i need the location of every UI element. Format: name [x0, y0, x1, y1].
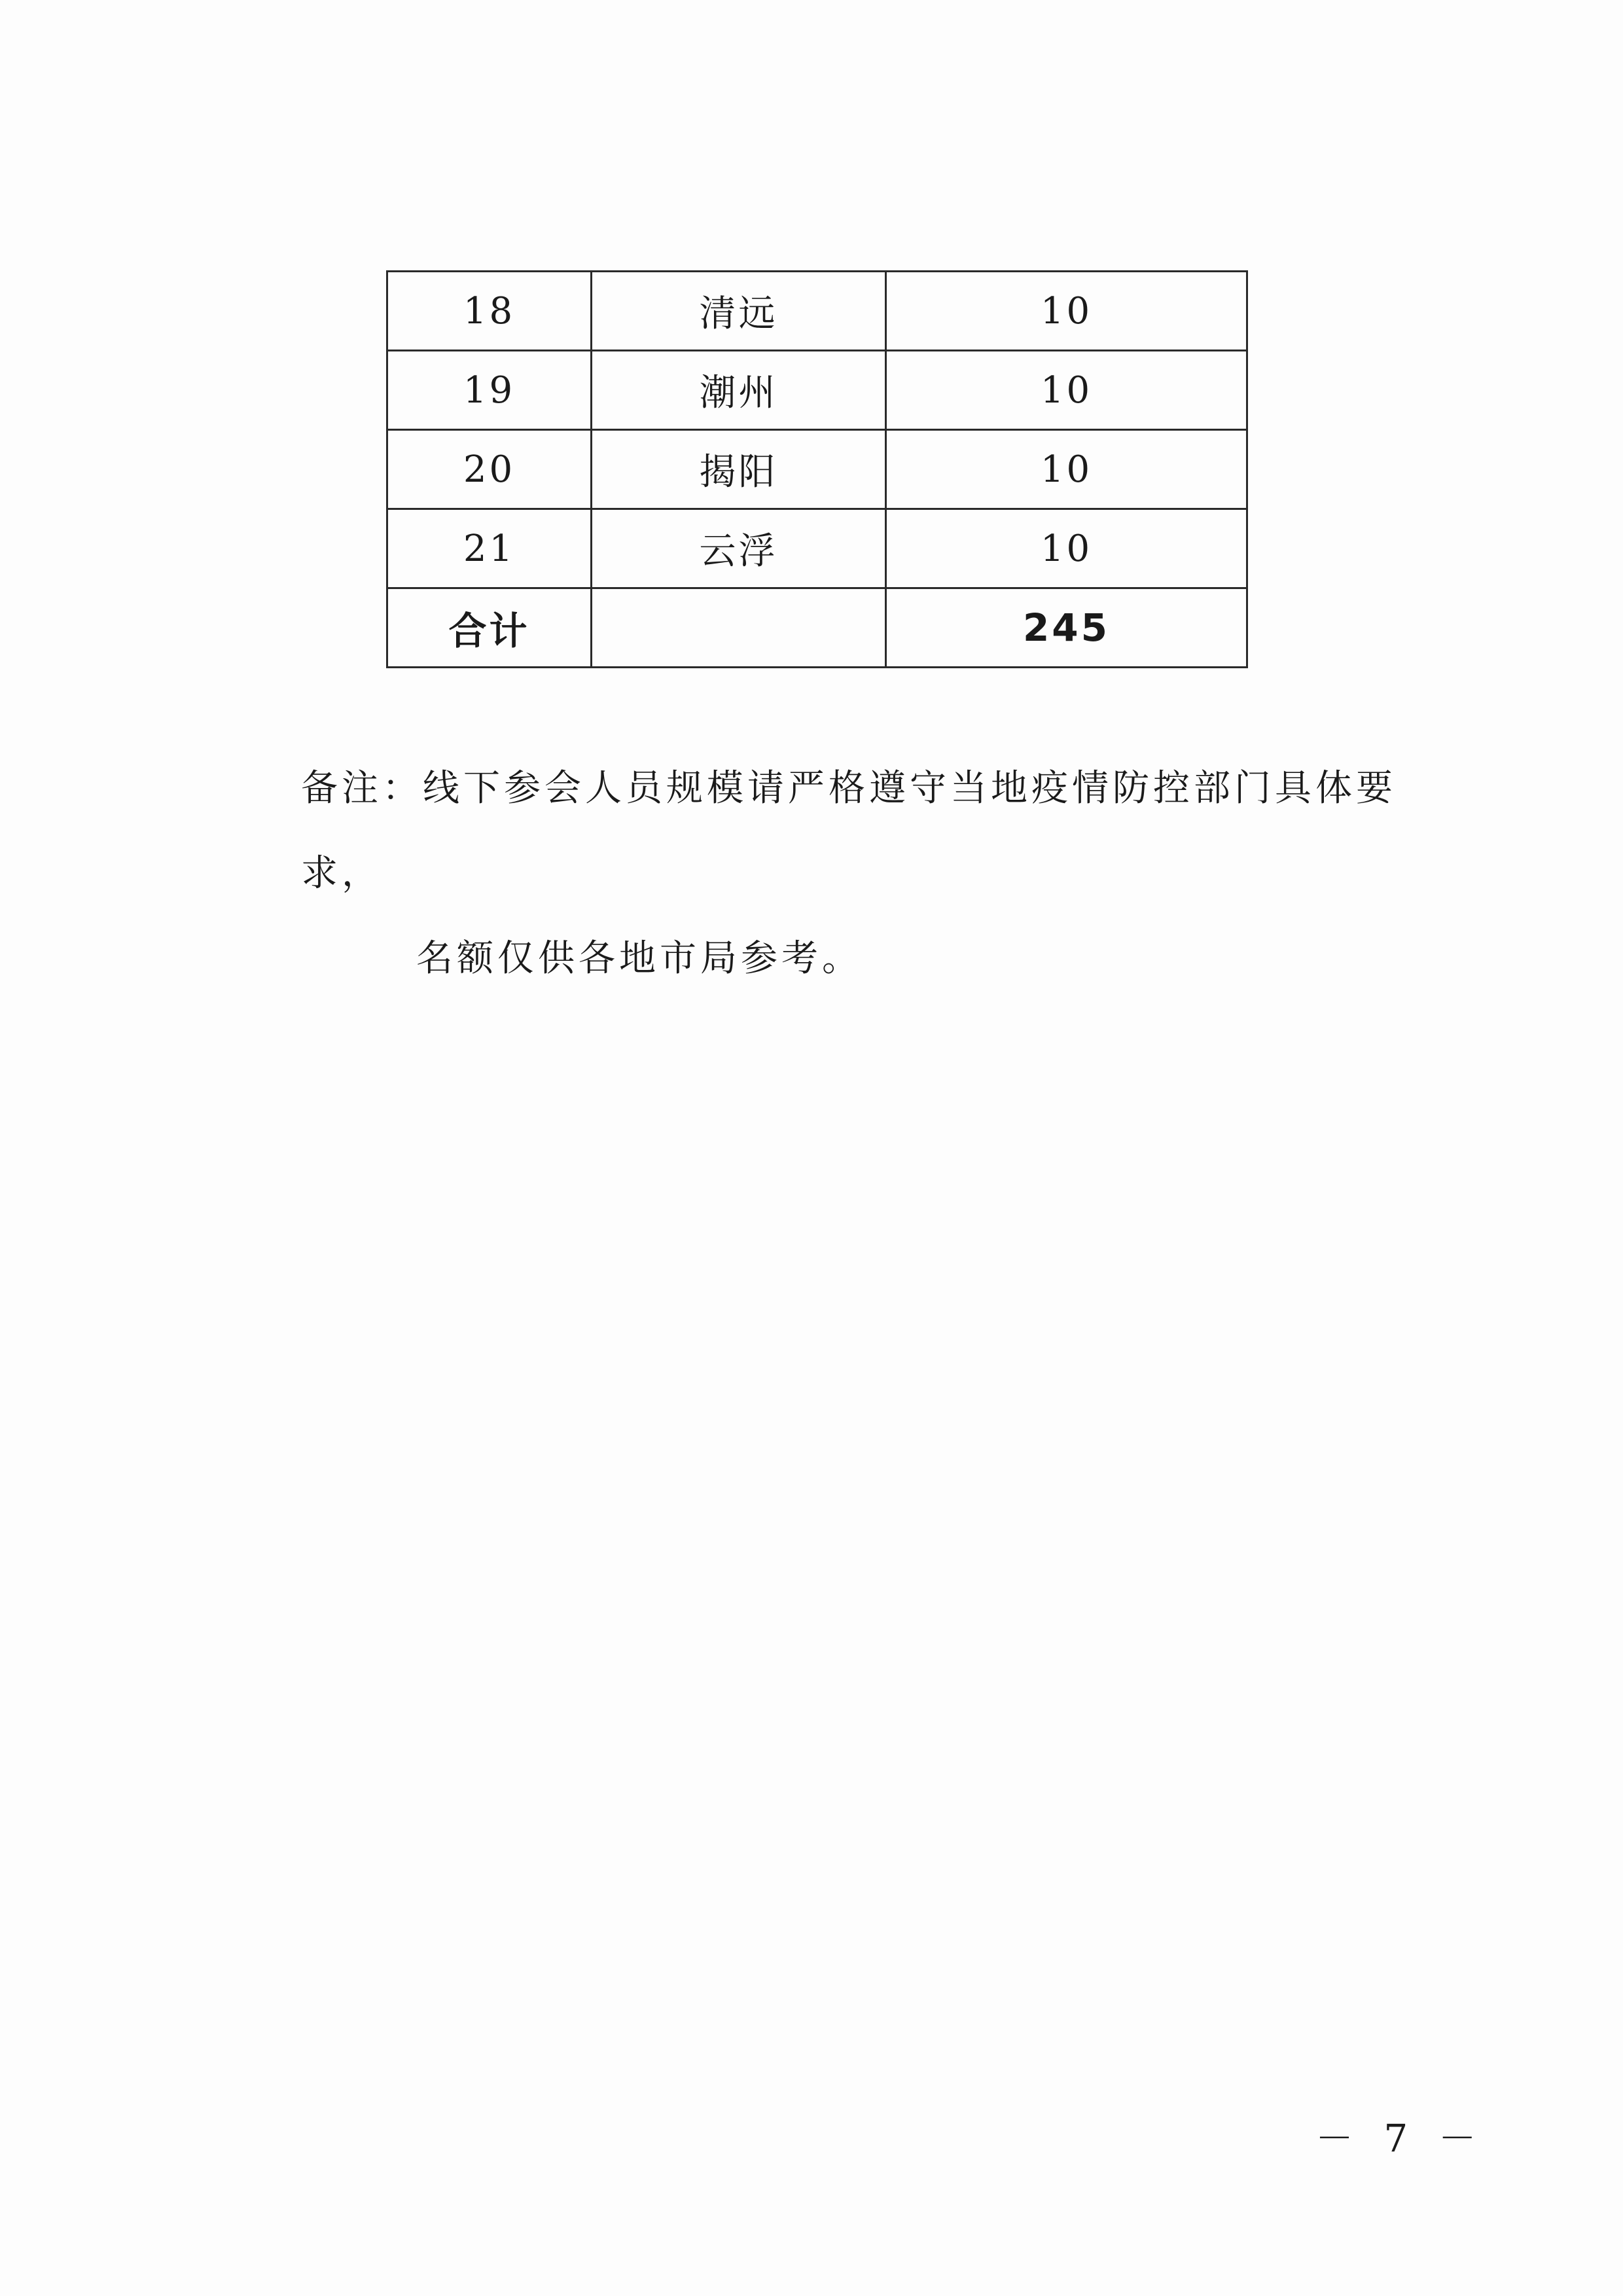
row-quota: 10	[886, 272, 1247, 351]
row-quota: 10	[886, 430, 1247, 509]
remark-note	[301, 746, 1453, 1001]
table-row	[387, 351, 1247, 430]
row-city: 云浮	[592, 509, 886, 588]
row-city: 清远	[592, 272, 886, 351]
remark-line-2: 名额仅供各地市局参考。	[416, 937, 863, 980]
total-city	[592, 588, 886, 668]
remark-line-1: 备注：线下参会人员规模请严格遵守当地疫情防控部门具体要求，	[301, 767, 1397, 895]
table-row	[387, 430, 1247, 509]
total-row	[387, 588, 1247, 668]
table-row	[387, 272, 1247, 351]
row-index: 19	[387, 351, 592, 430]
table-row	[387, 509, 1247, 588]
quota-table	[386, 270, 1248, 668]
total-quota: 245	[886, 588, 1247, 668]
row-quota: 10	[886, 509, 1247, 588]
row-index: 20	[387, 430, 592, 509]
row-quota: 10	[886, 351, 1247, 430]
row-city: 潮州	[592, 351, 886, 430]
total-label: 合计	[387, 588, 592, 668]
row-index: 18	[387, 272, 592, 351]
row-index: 21	[387, 509, 592, 588]
row-city: 揭阳	[592, 430, 886, 509]
page-number: － 7 －	[1315, 2116, 1486, 2161]
